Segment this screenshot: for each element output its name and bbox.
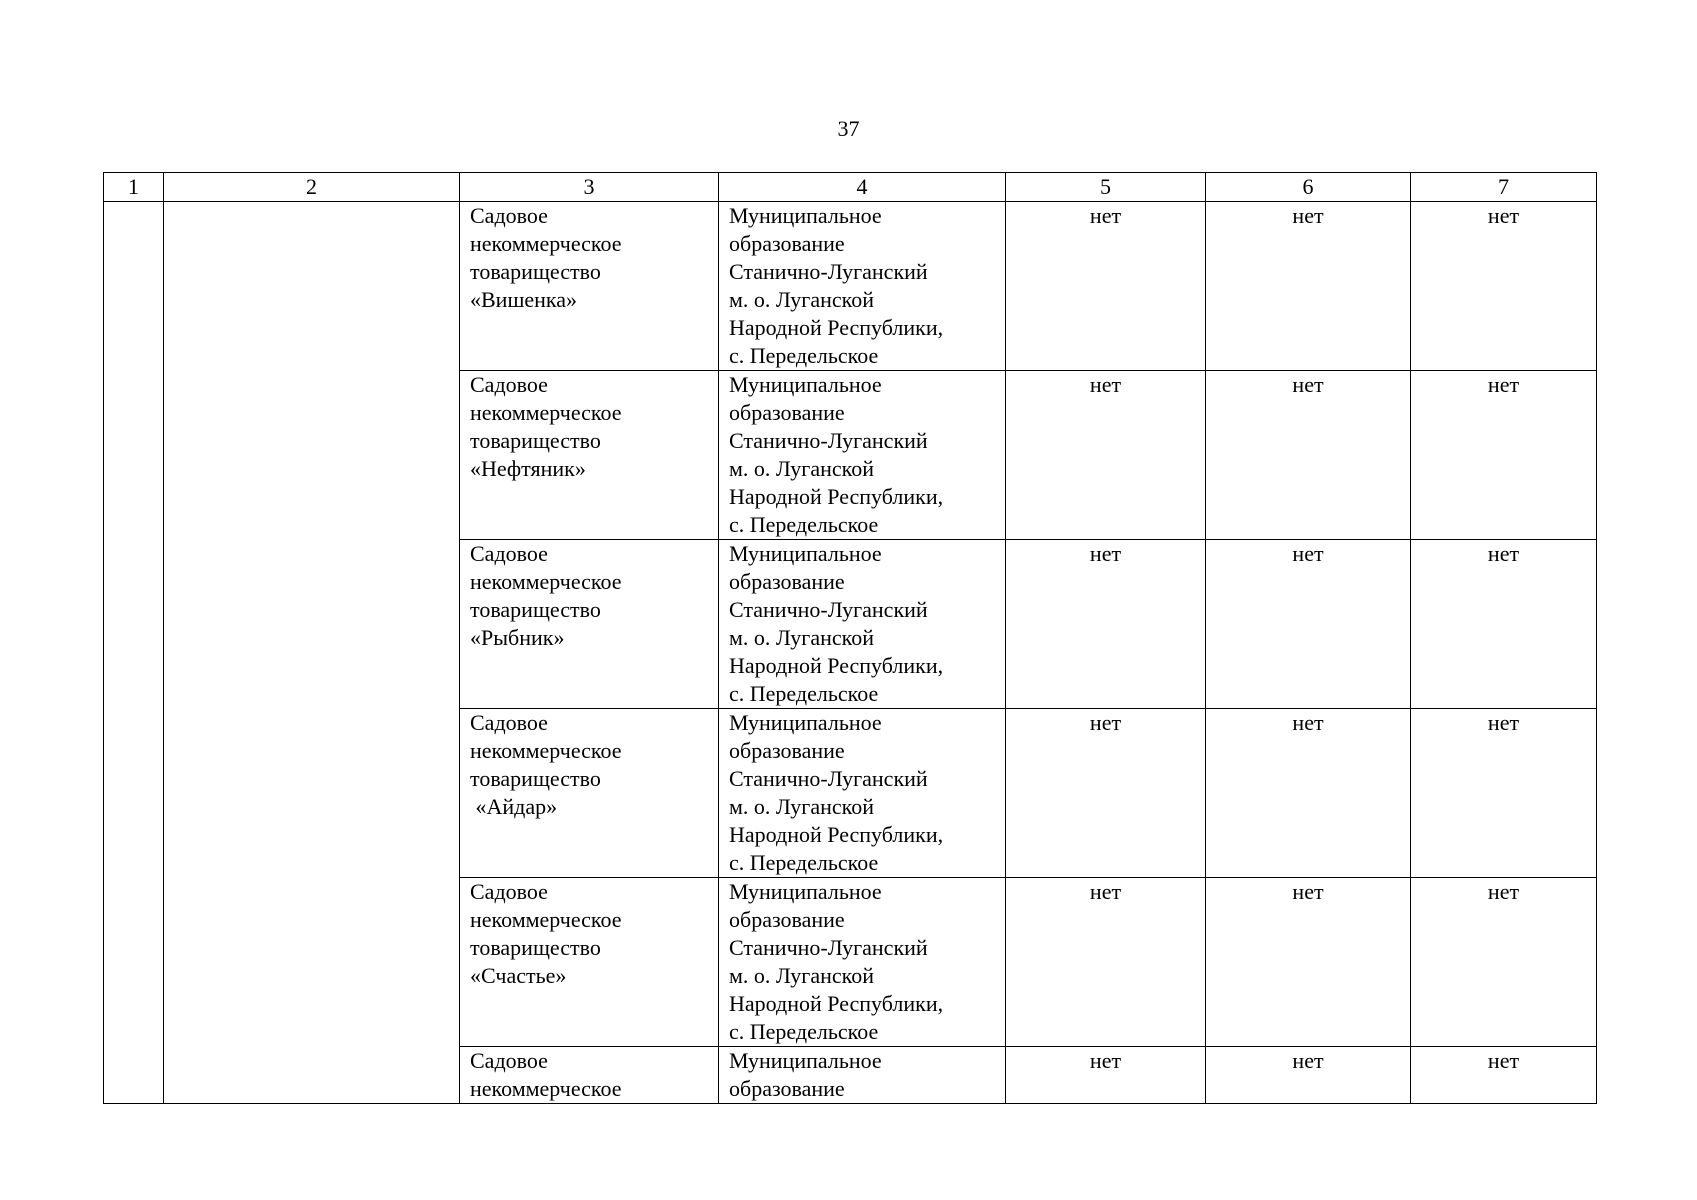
org-name-line: товарищество: [470, 597, 601, 622]
cell-location: [719, 540, 1006, 709]
cell-col6: нет: [1206, 878, 1411, 1047]
location-line: образование: [729, 738, 845, 763]
cell-col7: нет: [1411, 371, 1597, 540]
location-line: Станично-Луганский: [729, 766, 928, 791]
location-line: образование: [729, 400, 845, 425]
location-line: Муниципальное: [729, 203, 882, 228]
column-header-2: 2: [164, 173, 460, 202]
location-line: Муниципальное: [729, 710, 882, 735]
org-name-line: «Счастье»: [470, 963, 567, 988]
org-name-line: Садовое: [470, 710, 548, 735]
org-name-line: «Айдар»: [470, 794, 558, 819]
column-header-7: 7: [1411, 173, 1597, 202]
location-line: образование: [729, 569, 845, 594]
location-line: Станично-Луганский: [729, 428, 928, 453]
cell-col6: нет: [1206, 709, 1411, 878]
cell-col7: нет: [1411, 540, 1597, 709]
org-name-line: «Нефтяник»: [470, 456, 586, 481]
page-number: 37: [837, 116, 860, 141]
cell-col7: нет: [1411, 1047, 1597, 1104]
column-header-4: 4: [719, 173, 1006, 202]
org-name-line: Садовое: [470, 203, 548, 228]
cell-organization-name: [460, 540, 719, 709]
cell-col5: нет: [1006, 709, 1206, 878]
cell-col6: нет: [1206, 540, 1411, 709]
cell-col7: нет: [1411, 709, 1597, 878]
location-line: с. Передельское: [729, 850, 879, 875]
column-header-1: 1: [104, 173, 164, 202]
location-line: Народной Республики,: [729, 484, 944, 509]
location-line: м. о. Луганской: [729, 456, 874, 481]
location-line: Народной Республики,: [729, 653, 944, 678]
location-line: образование: [729, 907, 845, 932]
org-name-line: некоммерческое: [470, 231, 622, 256]
cell-organization-name: [460, 709, 719, 878]
cell-col6: нет: [1206, 1047, 1411, 1104]
location-line: Муниципальное: [729, 1048, 882, 1073]
location-line: Станично-Луганский: [729, 259, 928, 284]
cell-location: [719, 371, 1006, 540]
cell-col5: нет: [1006, 878, 1206, 1047]
column-header-6: 6: [1206, 173, 1411, 202]
table-row: [104, 202, 1597, 371]
org-name-line: Садовое: [470, 879, 548, 904]
location-line: Народной Республики,: [729, 315, 944, 340]
cell-organization-name: [460, 878, 719, 1047]
org-name-line: некоммерческое: [470, 1076, 622, 1101]
location-line: образование: [729, 1076, 845, 1101]
cell-location: [719, 1047, 1006, 1104]
cell-col6: нет: [1206, 202, 1411, 371]
org-name-line: некоммерческое: [470, 400, 622, 425]
cell-location: [719, 202, 1006, 371]
location-line: м. о. Луганской: [729, 287, 874, 312]
org-name-line: товарищество: [470, 428, 601, 453]
org-name-line: товарищество: [470, 935, 601, 960]
location-line: с. Передельское: [729, 343, 879, 368]
location-line: Станично-Луганский: [729, 935, 928, 960]
cell-col5: нет: [1006, 371, 1206, 540]
location-line: с. Передельское: [729, 1019, 879, 1044]
column-header-3: 3: [460, 173, 719, 202]
org-name-line: Садовое: [470, 541, 548, 566]
location-line: м. о. Луганской: [729, 794, 874, 819]
cell-col7: нет: [1411, 878, 1597, 1047]
cell-location: [719, 878, 1006, 1047]
cell-col7: нет: [1411, 202, 1597, 371]
location-line: м. о. Луганской: [729, 963, 874, 988]
cell-col6: нет: [1206, 371, 1411, 540]
org-name-line: «Рыбник»: [470, 625, 565, 650]
org-name-line: некоммерческое: [470, 907, 622, 932]
location-line: Муниципальное: [729, 879, 882, 904]
org-name-line: Садовое: [470, 1048, 548, 1073]
cell-organization-name: [460, 1047, 719, 1104]
location-line: образование: [729, 231, 845, 256]
location-line: Муниципальное: [729, 372, 882, 397]
cell-location: [719, 709, 1006, 878]
cell-col5: нет: [1006, 202, 1206, 371]
org-name-line: товарищество: [470, 259, 601, 284]
location-line: Народной Республики,: [729, 991, 944, 1016]
org-name-line: товарищество: [470, 766, 601, 791]
location-line: с. Передельское: [729, 681, 879, 706]
header-row: [104, 173, 1597, 202]
location-line: Муниципальное: [729, 541, 882, 566]
org-name-line: некоммерческое: [470, 738, 622, 763]
org-name-line: некоммерческое: [470, 569, 622, 594]
org-name-line: Садовое: [470, 372, 548, 397]
cell-number-merged: [104, 202, 164, 1104]
cell-col5: нет: [1006, 1047, 1206, 1104]
location-line: Народной Республики,: [729, 822, 944, 847]
cell-col5: нет: [1006, 540, 1206, 709]
cell-category-merged: [164, 202, 460, 1104]
location-line: с. Передельское: [729, 512, 879, 537]
location-line: м. о. Луганской: [729, 625, 874, 650]
org-name-line: «Вишенка»: [470, 287, 578, 312]
location-line: Станично-Луганский: [729, 597, 928, 622]
cell-organization-name: [460, 371, 719, 540]
column-header-5: 5: [1006, 173, 1206, 202]
cell-organization-name: [460, 202, 719, 371]
register-table: [103, 172, 1597, 1104]
